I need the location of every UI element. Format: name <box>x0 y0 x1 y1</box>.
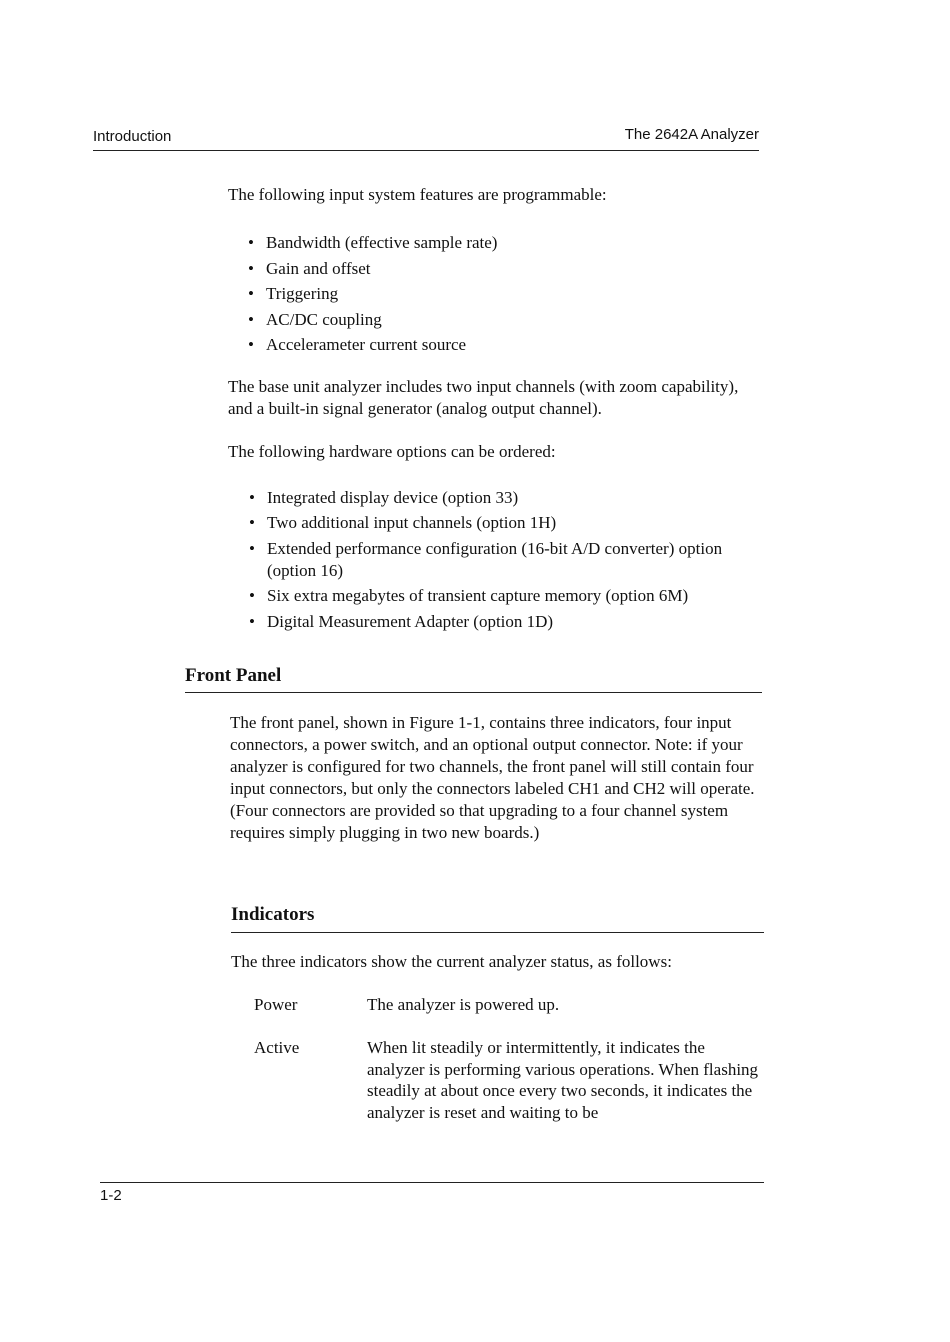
list-item: • Bandwidth (effective sample rate) <box>248 230 497 256</box>
list-item: • Accelerameter current source <box>248 332 497 358</box>
list-item: • Extended performance configuration (16-bit A/D converter) option (option 16) <box>249 538 769 582</box>
indicator-term: Power <box>254 995 298 1014</box>
indicators-heading: Indicators <box>231 904 764 933</box>
indicator-term: Active <box>254 1038 300 1057</box>
list-item: • Two additional input channels (option 1H) <box>249 512 769 534</box>
list-item: • Triggering <box>248 281 497 307</box>
list-item: • Integrated display device (option 33) <box>249 487 769 509</box>
input-features-intro: The following input system features are programmable: <box>228 185 607 204</box>
list-item: • Digital Measurement Adapter (option 1D) <box>249 611 769 633</box>
front-panel-paragraph: The front panel, shown in Figure 1-1, contains three indicators, four input connectors, a power switch, and an optional output connector. Note: if your analyzer is configured for two channels, the front panel will still contain four input connectors, but only the connectors labeled CH1 and CH2 will operate. (Four connectors are provided so that upgrading to a four channel system requires simply plugging in two new boards.) <box>230 713 755 842</box>
list-item: • Six extra megabytes of transient capture memory (option 6M) <box>249 585 769 607</box>
base-unit-paragraph: The base unit analyzer includes two input channels (with zoom capability), and a built-in signal generator (analog output channel). <box>228 377 739 418</box>
indicators-intro: The three indicators show the current analyzer status, as follows: <box>231 952 672 971</box>
indicator-description: When lit steadily or intermittently, it indicates the analyzer is performing various operations. When flashing steadily at about once every two seconds, it indicates the analyzer is reset and waiting to be <box>367 1038 759 1122</box>
list-item: • AC/DC coupling <box>248 307 497 333</box>
input-features-list <box>248 230 497 358</box>
page-number: 1-2 <box>100 1187 122 1204</box>
hardware-options-intro: The following hardware options can be ordered: <box>228 442 556 461</box>
header-section-title: Introduction <box>93 128 172 145</box>
indicator-description: The analyzer is powered up. <box>367 995 560 1014</box>
front-panel-heading: Front Panel <box>185 665 762 693</box>
header-document-title: The 2642A Analyzer <box>624 126 759 143</box>
list-item: • Gain and offset <box>248 256 497 282</box>
footer-divider <box>100 1182 764 1183</box>
hardware-options-list <box>249 487 769 636</box>
page-header <box>93 126 759 151</box>
